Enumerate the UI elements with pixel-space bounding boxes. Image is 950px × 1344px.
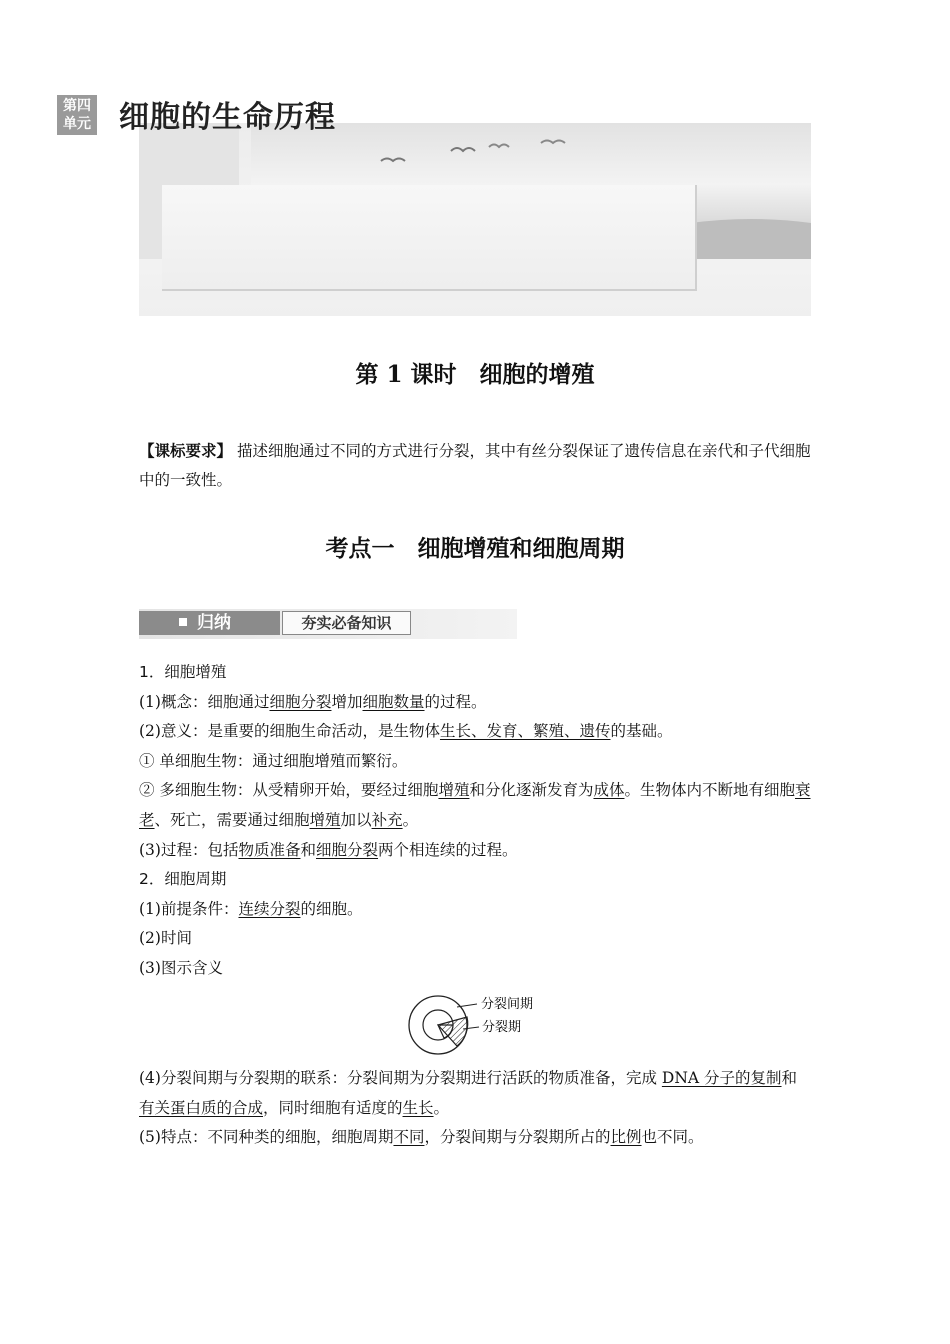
tab-summary [139, 611, 280, 635]
section-tab-bar [139, 609, 517, 639]
para-relationship: (4)分裂间期与分裂期的联系：分裂间期为分裂期进行活跃的物质准备，完成 DNA 分子的复制和有关蛋白质的合成，同时细胞有适度的生长。 [139, 1069, 798, 1117]
lesson-title: 第 1 课时 细胞的增殖 [355, 361, 595, 388]
unit-banner [139, 123, 811, 316]
banner-title-card [162, 185, 697, 291]
square-icon [179, 618, 187, 626]
para-concept: (1)概念：细胞通过细胞分裂增加细胞数量的过程。 [139, 692, 487, 711]
content-body [139, 658, 811, 984]
curriculum-requirement [139, 437, 811, 495]
unit-badge [57, 95, 97, 135]
para-unicellular: ① 单细胞生物：通过细胞增殖而繁衍。 [139, 751, 408, 770]
para-diagram-meaning: (3)图示含义 [139, 958, 223, 977]
para-characteristics: (5)特点：不同种类的细胞，细胞周期不同，分裂间期与分裂期所占的比例也不同。 [139, 1128, 704, 1147]
para-time: (2)时间 [139, 929, 192, 948]
cell-cycle-diagram [405, 993, 555, 1057]
para-significance: (2)意义：是重要的细胞生命活动，是生物体生长、发育、繁殖、遗传的基础。 [139, 722, 673, 741]
para-precondition: (1)前提条件：连续分裂的细胞。 [139, 899, 363, 918]
unit-title: 细胞的生命历程 [119, 100, 336, 135]
tab-knowledge: 夯实必备知识 [282, 611, 411, 635]
tab-summary-label: 归纳 [197, 613, 231, 633]
unit-badge-line2: 单元 [63, 116, 91, 132]
section-title: 考点一 细胞增殖和细胞周期 [325, 535, 625, 562]
para-process: (3)过程：包括物质准备和细胞分裂两个相连续的过程。 [139, 840, 518, 859]
label-interphase: 分裂间期 [481, 997, 534, 1012]
heading-cell-proliferation: 1．细胞增殖 [139, 663, 227, 681]
label-division-phase: 分裂期 [482, 1020, 522, 1035]
requirement-tag: 【课标要求】 [139, 442, 233, 460]
para-multicellular: ② 多细胞生物：从受精卵开始，要经过细胞增殖和分化逐渐发育为成体。生物体内不断地有细胞衰老、死亡，需要通过细胞增殖加以补充。 [139, 781, 811, 829]
content-body-continued [139, 1064, 811, 1153]
requirement-text: 描述细胞通过不同的方式进行分裂，其中有丝分裂保证了遗传信息在亲代和子代细胞中的一致性。 [139, 442, 811, 489]
heading-cell-cycle: 2．细胞周期 [139, 870, 227, 889]
unit-badge-line1: 第四 [63, 98, 91, 114]
